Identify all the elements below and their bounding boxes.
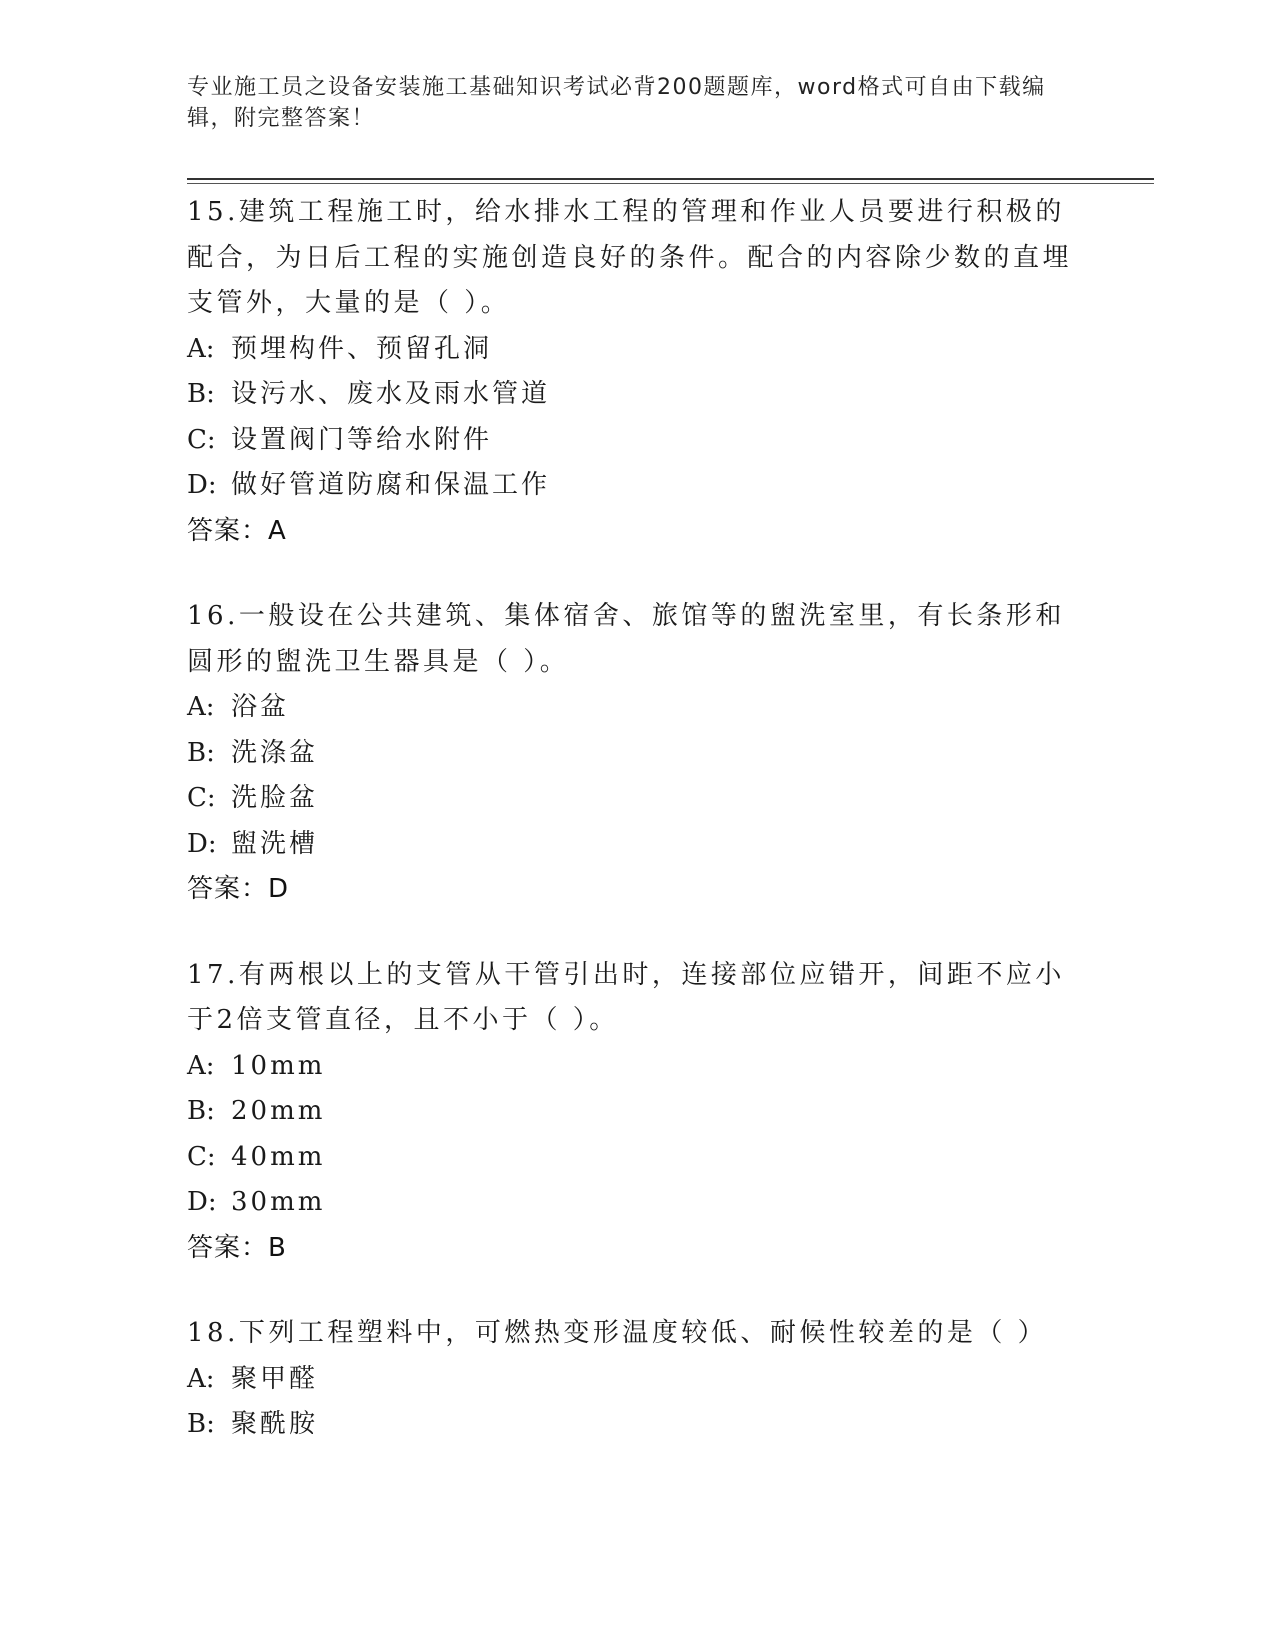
option-a bbox=[187, 327, 1087, 373]
option-d bbox=[187, 463, 1087, 509]
option-text: 做好管道防腐和保温工作 bbox=[231, 470, 551, 500]
option-letter: B: bbox=[187, 737, 215, 768]
answer-line: 答案：D bbox=[187, 874, 290, 904]
option-text: 聚酰胺 bbox=[231, 1409, 319, 1439]
question-stem: 16.一般设在公共建筑、集体宿舍、旅馆等的盥洗室里，有长条形和圆形的盥洗卫生器具是（ ）。 bbox=[187, 601, 1065, 677]
option-text: 聚甲醛 bbox=[231, 1363, 319, 1394]
option-letter: B: bbox=[187, 1096, 215, 1126]
question-list bbox=[187, 190, 1087, 1488]
option-letter: A: bbox=[187, 1363, 215, 1394]
option-text: 设污水、废水及雨水管道 bbox=[231, 379, 551, 409]
option-d bbox=[187, 1180, 1087, 1226]
answer-line: 答案：A bbox=[187, 515, 287, 546]
option-letter: A: bbox=[187, 692, 215, 722]
option-a bbox=[187, 1357, 1087, 1403]
option-text: 40mm bbox=[231, 1141, 326, 1172]
option-letter: D: bbox=[187, 828, 217, 859]
question-15 bbox=[187, 190, 1087, 554]
option-text: 20mm bbox=[231, 1096, 326, 1126]
document-header bbox=[187, 72, 1067, 134]
option-text: 设置阀门等给水附件 bbox=[231, 424, 493, 455]
option-letter: B: bbox=[187, 1409, 215, 1439]
option-b bbox=[187, 1402, 1087, 1448]
option-b bbox=[187, 731, 1087, 777]
header-title: 专业施工员之设备安装施工基础知识考试必背200题题库，word格式可自由下载编辑，附完整答案！ bbox=[187, 75, 1046, 131]
question-stem: 15.建筑工程施工时，给水排水工程的管理和作业人员要进行积极的配合，为日后工程的实施创造良好的条件。配合的内容除少数的直埋支管外，大量的是（ ）。 bbox=[187, 197, 1073, 318]
option-a bbox=[187, 685, 1087, 731]
option-letter: C: bbox=[187, 424, 216, 455]
option-a bbox=[187, 1044, 1087, 1090]
option-c bbox=[187, 418, 1087, 464]
option-text: 10mm bbox=[231, 1050, 326, 1081]
option-text: 预埋构件、预留孔洞 bbox=[231, 333, 493, 364]
question-16 bbox=[187, 594, 1087, 913]
option-d bbox=[187, 822, 1087, 868]
option-text: 盥洗槽 bbox=[231, 828, 319, 859]
option-letter: A: bbox=[187, 333, 215, 364]
option-letter: D: bbox=[187, 1187, 217, 1217]
option-letter: C: bbox=[187, 1141, 216, 1172]
option-letter: C: bbox=[187, 783, 216, 813]
option-text: 30mm bbox=[231, 1187, 326, 1217]
option-text: 洗脸盆 bbox=[231, 783, 319, 813]
option-letter: B: bbox=[187, 379, 215, 409]
option-b bbox=[187, 372, 1087, 418]
option-c bbox=[187, 776, 1087, 822]
option-text: 浴盆 bbox=[231, 692, 290, 722]
option-c bbox=[187, 1135, 1087, 1181]
option-letter: A: bbox=[187, 1050, 215, 1081]
option-text: 洗涤盆 bbox=[231, 737, 319, 768]
option-letter: D: bbox=[187, 470, 217, 500]
question-18 bbox=[187, 1311, 1087, 1448]
header-divider-thick bbox=[187, 178, 1154, 180]
header-divider-thin bbox=[187, 183, 1154, 184]
option-b bbox=[187, 1089, 1087, 1135]
question-17 bbox=[187, 953, 1087, 1272]
question-stem: 18.下列工程塑料中，可燃热变形温度较低、耐候性较差的是（ ） bbox=[187, 1318, 1048, 1348]
question-stem: 17.有两根以上的支管从干管引出时，连接部位应错开，间距不应小于2倍支管直径，且不小于（ ）。 bbox=[187, 959, 1065, 1035]
answer-line: 答案：B bbox=[187, 1232, 287, 1263]
